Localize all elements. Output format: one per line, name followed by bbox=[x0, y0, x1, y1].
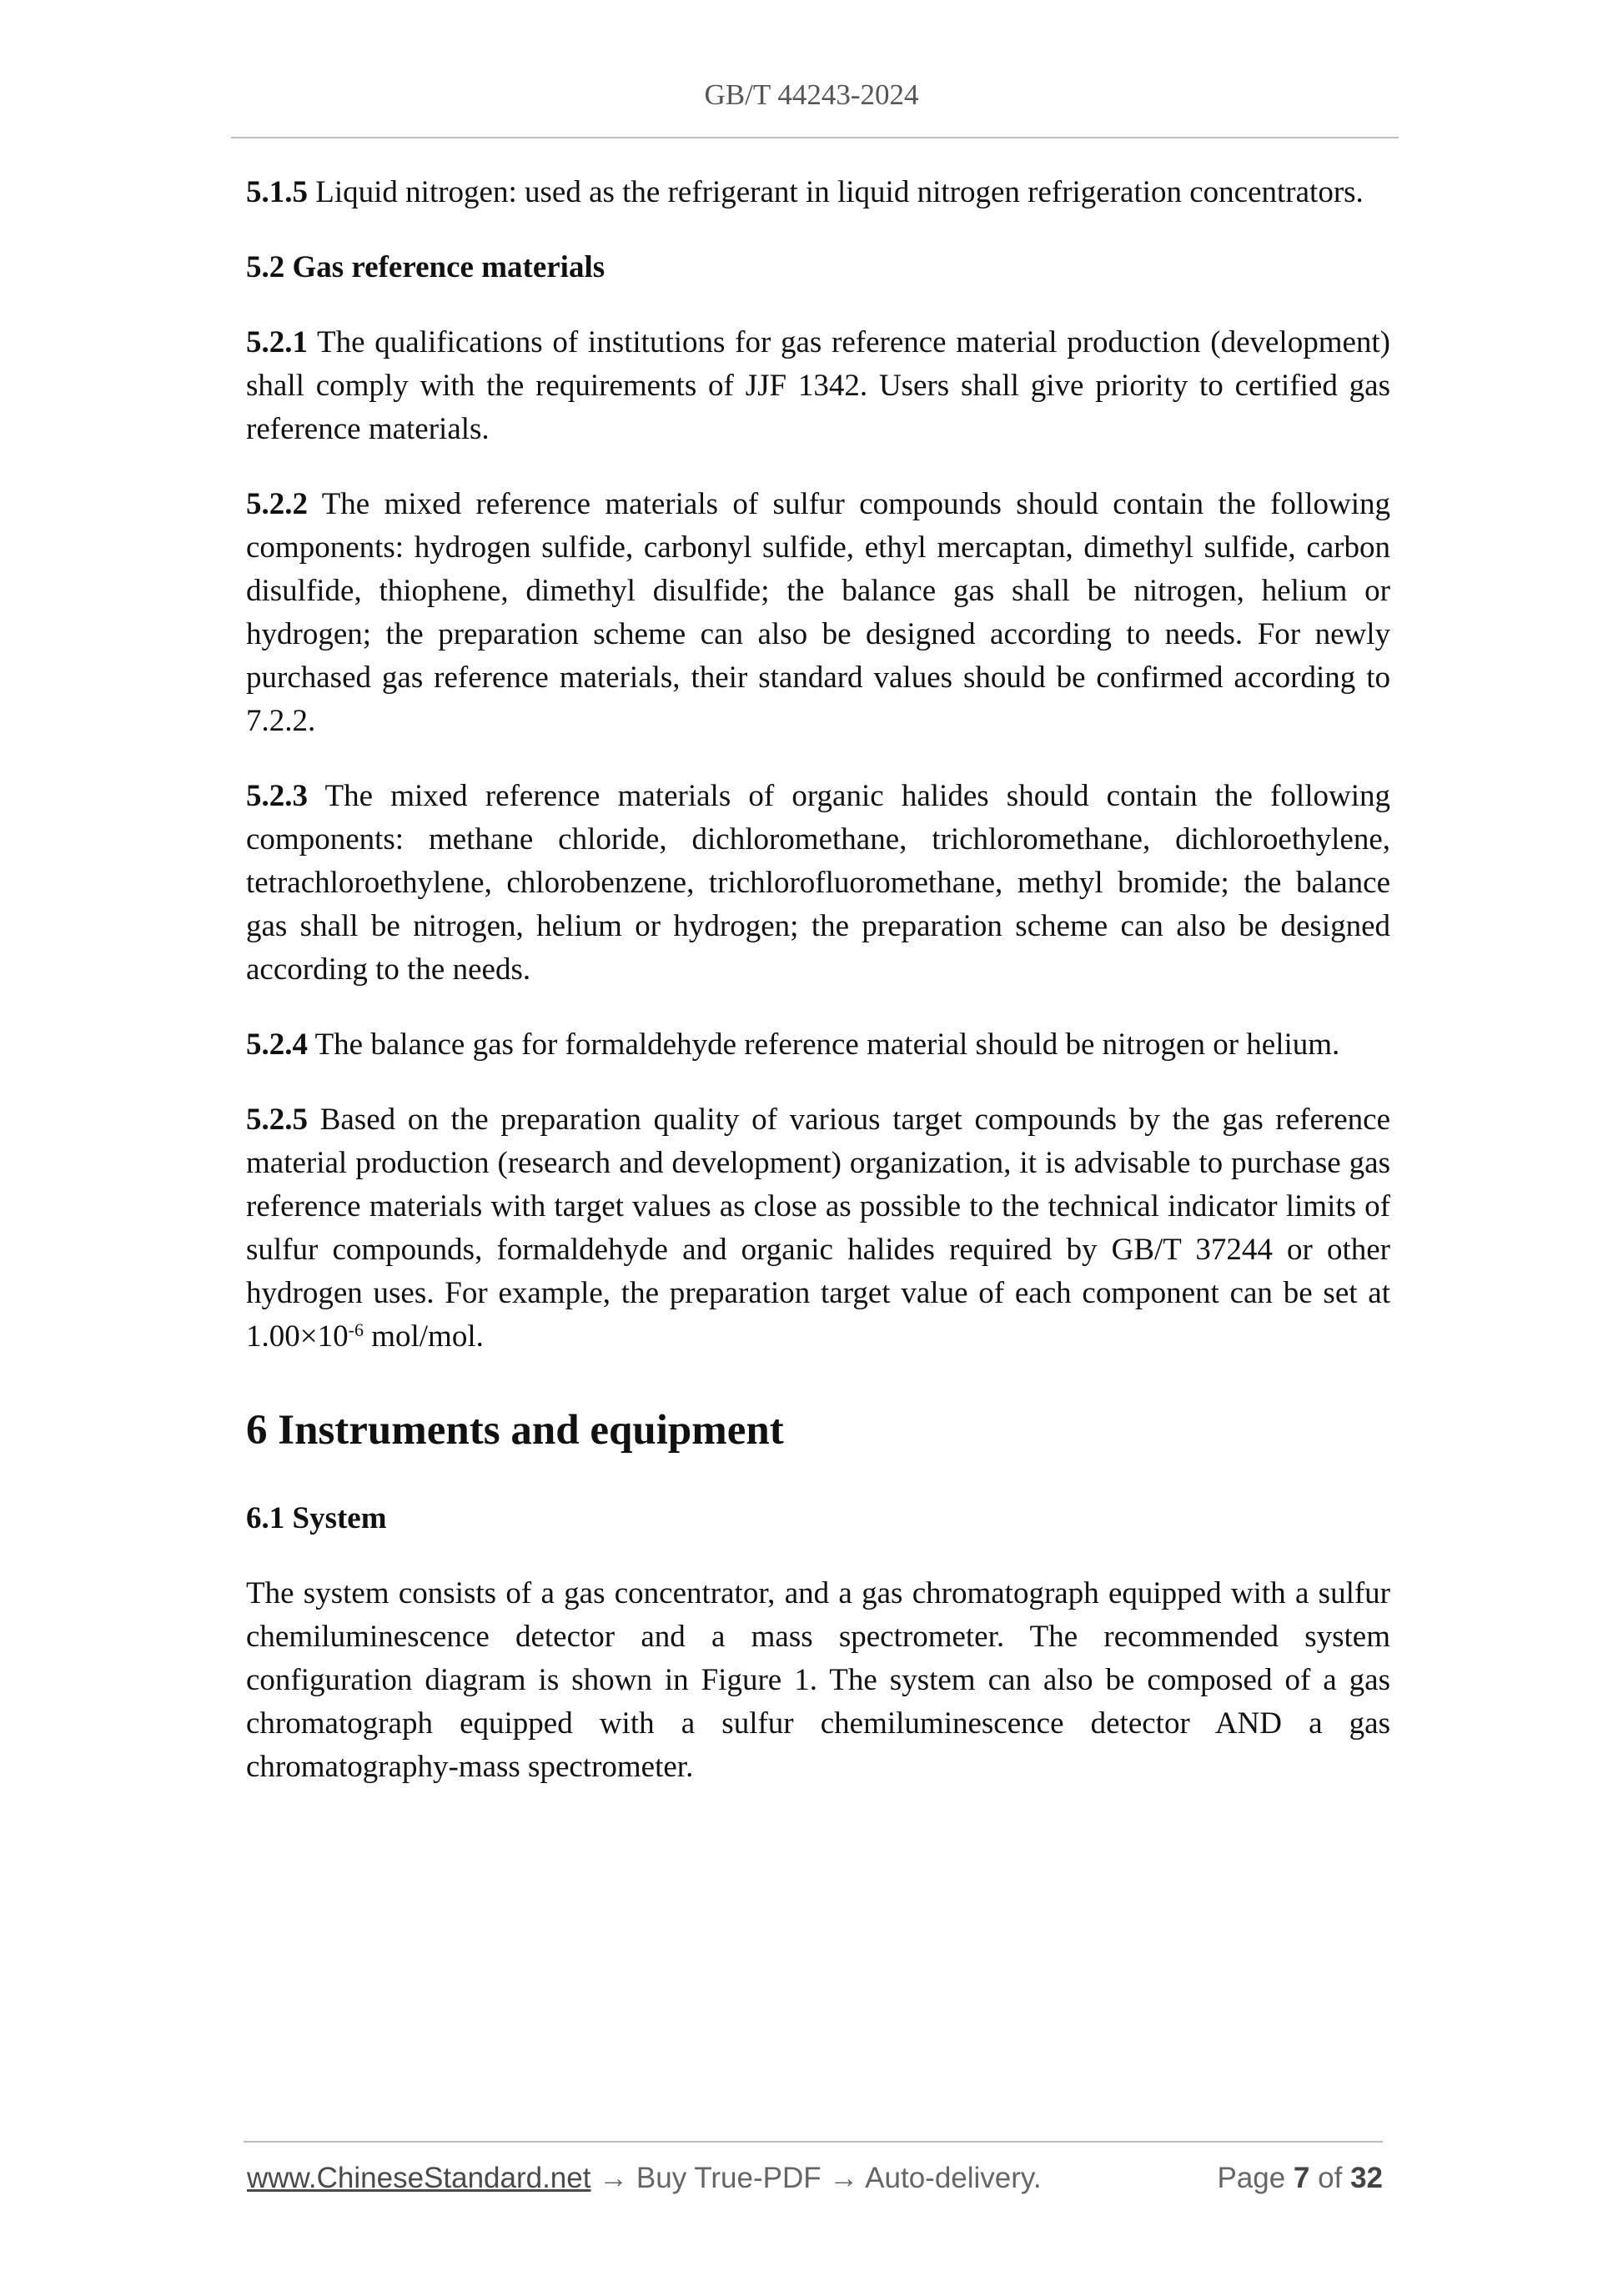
section-heading-6: 6 Instruments and equipment bbox=[246, 1407, 784, 1454]
clause-5-2-1 bbox=[246, 321, 1390, 451]
document-body bbox=[246, 171, 1390, 1789]
heading-6-1: 6.1 System bbox=[246, 1501, 387, 1535]
page-number bbox=[1217, 2162, 1383, 2195]
clause-5-2-5 bbox=[246, 1098, 1390, 1359]
clause-number: 5.2.5 bbox=[246, 1103, 308, 1137]
page-header: GB/T 44243-2024 bbox=[704, 78, 919, 111]
heading-5-2: 5.2 Gas reference materials bbox=[246, 250, 605, 284]
header-divider bbox=[231, 137, 1399, 138]
exponent: -6 bbox=[348, 1319, 364, 1340]
clause-number: 5.2.4 bbox=[246, 1027, 308, 1062]
clause-number: 5.1.5 bbox=[246, 175, 308, 209]
of-label: of bbox=[1318, 2162, 1343, 2194]
paragraph-6-1: The system consists of a gas concentrator, and a gas chromatograph equipped with a sulfur chemiluminescence detector and a mass spectrometer. The recommended system configuration diagram is shown in Figure 1. The system can also be composed of a gas chromatograph equipped with a sulfur chemiluminescence detector AND a gas chromatography-mass spectrometer. bbox=[246, 1576, 1390, 1784]
page-label: Page bbox=[1217, 2162, 1286, 2194]
footer-promo bbox=[247, 2162, 1042, 2195]
clause-text: The mixed reference materials of sulfur compounds should contain the following components: hydrogen sulfide, carbonyl sulfide, ethyl mercaptan, dimethyl sulfide, carbon disulfide, thiophene, dimethyl disulfide; the balance gas shall be nitrogen, helium or hydrogen; the preparation scheme can also be designed according to needs. For newly purchased gas reference materials, their standard values should be confirmed according to 7.2.2. bbox=[246, 487, 1390, 738]
clause-text: The balance gas for formaldehyde reference material should be nitrogen or helium. bbox=[308, 1027, 1340, 1062]
website-link[interactable]: www.ChineseStandard.net bbox=[247, 2162, 591, 2194]
clause-text: Liquid nitrogen: used as the refrigerant in liquid nitrogen refrigeration concentrators. bbox=[308, 175, 1364, 209]
clause-5-2-2 bbox=[246, 483, 1390, 743]
clause-text: The mixed reference materials of organic halides should contain the following components: methane chloride, dichloromethane, trichloromethane, dichloroethylene, tetrachloroethylene, chlorobenzene, trichlorofluoromethane, methyl bromide; the balance gas shall be nitrogen, helium or hydrogen; the preparation scheme can also be designed according to the needs. bbox=[246, 779, 1390, 987]
clause-number: 5.2.2 bbox=[246, 487, 308, 521]
clause-number: 5.2.3 bbox=[246, 779, 308, 813]
page-current: 7 bbox=[1293, 2162, 1310, 2194]
clause-text-tail: mol/mol. bbox=[363, 1319, 484, 1354]
clause-number: 5.2.1 bbox=[246, 325, 308, 359]
clause-5-2-4 bbox=[246, 1023, 1390, 1067]
footer-divider bbox=[244, 2141, 1383, 2143]
clause-text: Based on the preparation quality of various target compounds by the gas reference material production (research and development) organization, it is advisable to purchase gas reference materials with target values as close as possible to the technical indicator limits of sulfur compounds, formaldehyde and organic halides required by GB/T 37244 or other hydrogen uses. For example, the preparation target value of each component can be set at 1.00×10 bbox=[246, 1103, 1390, 1354]
footer-tagline: → Buy True-PDF → Auto-delivery. bbox=[590, 2162, 1042, 2194]
clause-5-2-3 bbox=[246, 775, 1390, 992]
clause-text: The qualifications of institutions for gas reference material production (development) shall comply with the requirements of JJF 1342. Users shall give priority to certified gas reference materials. bbox=[246, 325, 1390, 446]
clause-5-1-5 bbox=[246, 171, 1390, 214]
page-total: 32 bbox=[1350, 2162, 1383, 2194]
